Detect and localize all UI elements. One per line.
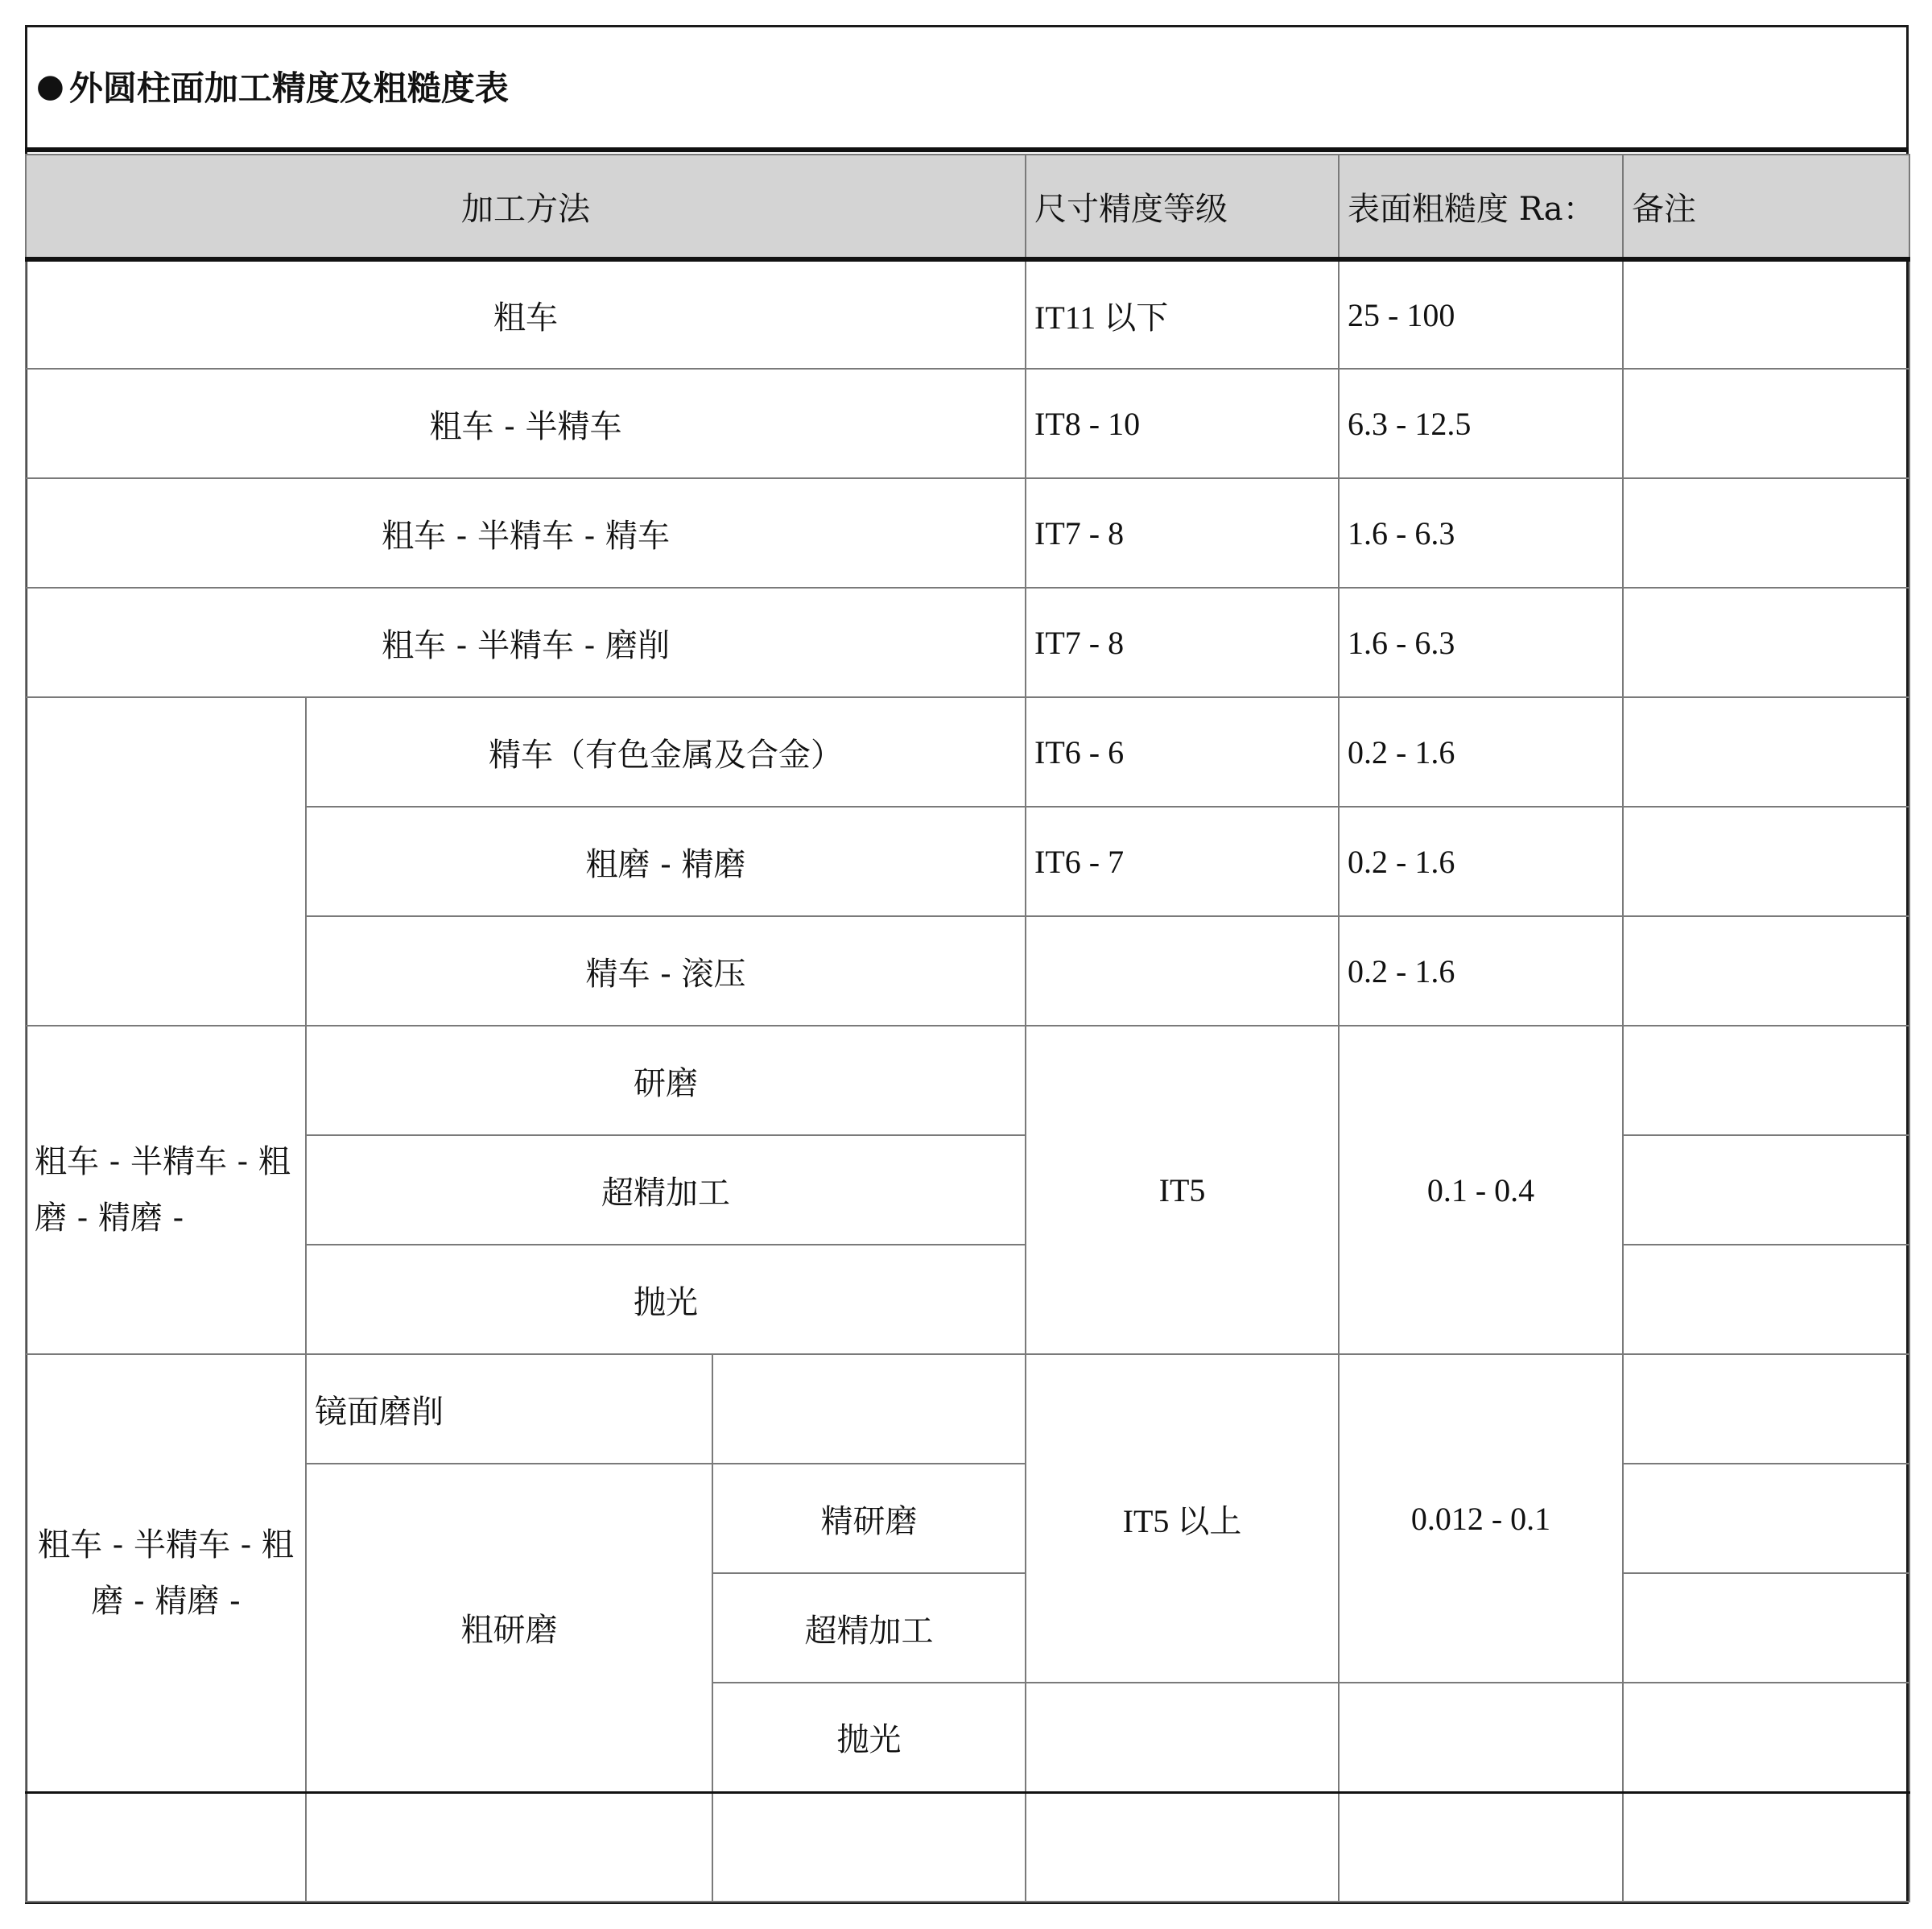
table-row (26, 259, 1909, 369)
method-sub-cell: 超精加工 (712, 1573, 1026, 1683)
table-row (26, 916, 1909, 1026)
remark-cell (1623, 1683, 1909, 1792)
remark-cell (1623, 1245, 1909, 1354)
empty-cell (1339, 1792, 1623, 1902)
table-row (26, 1026, 1909, 1135)
table-row (26, 588, 1909, 697)
title-divider (25, 147, 1909, 152)
empty-cell (712, 1792, 1026, 1902)
roughness-cell: 0.2 - 1.6 (1339, 807, 1623, 916)
method-cell: 粗车 - 半精车 - 磨削 (26, 588, 1026, 697)
roughness-cell: 1.6 - 6.3 (1339, 588, 1623, 697)
empty-cell (306, 1792, 712, 1902)
roughness-cell: 0.2 - 1.6 (1339, 916, 1623, 1026)
header-roughness: 表面粗糙度 Ra： (1339, 155, 1623, 259)
table-title (25, 25, 1909, 147)
table-row (26, 1245, 1909, 1354)
machining-table (25, 154, 1910, 1902)
roughness-cell: 0.2 - 1.6 (1339, 697, 1623, 807)
precision-cell: IT6 - 6 (1026, 697, 1339, 807)
remark-cell (1623, 369, 1909, 478)
precision-cell: IT7 - 8 (1026, 588, 1339, 697)
precision-cell (1026, 916, 1339, 1026)
remark-cell (1623, 1135, 1909, 1245)
remark-cell (1623, 807, 1909, 916)
precision-cell (1026, 1683, 1339, 1792)
table-header-row (26, 155, 1909, 259)
header-divider (25, 257, 1909, 262)
method-cell: 超精加工 (306, 1135, 1026, 1245)
table-row (26, 369, 1909, 478)
remark-cell (1623, 588, 1909, 697)
roughness-cell (1339, 1683, 1623, 1792)
method-cell: 精车 - 滚压 (306, 916, 1026, 1026)
method-cell: 研磨 (306, 1026, 1026, 1135)
empty-cell (26, 1792, 306, 1902)
method-cell: 镜面磨削 (306, 1354, 712, 1464)
precision-cell: IT5 以上 (1026, 1354, 1339, 1683)
table-row (26, 807, 1909, 916)
table-row (26, 1135, 1909, 1245)
group-it5-prefix: 粗车 - 半精车 - 粗磨 - 精磨 - (26, 1026, 306, 1354)
method-sub-cell: 精研磨 (712, 1464, 1026, 1573)
roughness-cell: 6.3 - 12.5 (1339, 369, 1623, 478)
header-remark: 备注 (1623, 155, 1909, 259)
remark-cell (1623, 916, 1909, 1026)
method-cell: 粗研磨 (306, 1464, 712, 1792)
empty-cell (1623, 1792, 1909, 1902)
roughness-cell: 25 - 100 (1339, 259, 1623, 369)
method-cell: 粗车 (26, 259, 1026, 369)
group-it5-plus-prefix: 粗车 - 半精车 - 粗磨 - 精磨 - (26, 1354, 306, 1792)
remark-cell (1623, 697, 1909, 807)
header-method: 加工方法 (26, 155, 1026, 259)
roughness-cell: 1.6 - 6.3 (1339, 478, 1623, 588)
method-cell: 粗车 - 半精车 (26, 369, 1026, 478)
method-sub-cell: 抛光 (712, 1683, 1026, 1792)
method-cell: 抛光 (306, 1245, 1026, 1354)
method-cell: 精车（有色金属及合金） (306, 697, 1026, 807)
precision-cell: IT7 - 8 (1026, 478, 1339, 588)
remark-cell (1623, 1464, 1909, 1573)
empty-cell (1026, 1792, 1339, 1902)
method-cell: 粗磨 - 精磨 (306, 807, 1026, 916)
roughness-cell: 0.1 - 0.4 (1339, 1026, 1623, 1354)
precision-cell: IT6 - 7 (1026, 807, 1339, 916)
method-cell: 粗车 - 半精车 - 精车 (26, 478, 1026, 588)
table-row-empty (26, 1792, 1909, 1902)
precision-cell: IT5 (1026, 1026, 1339, 1354)
table-row (26, 1354, 1909, 1464)
header-precision: 尺寸精度等级 (1026, 155, 1339, 259)
roughness-cell: 0.012 - 0.1 (1339, 1354, 1623, 1683)
table-title-text: 外圆柱面加工精度及粗糙度表 (68, 68, 509, 108)
remark-cell (1623, 1573, 1909, 1683)
table-row (26, 1464, 1909, 1573)
bullet-icon: ● (36, 68, 64, 105)
method-group-empty (26, 697, 306, 1026)
remark-cell (1623, 478, 1909, 588)
precision-cell: IT8 - 10 (1026, 369, 1339, 478)
remark-cell (1623, 259, 1909, 369)
method-sub-empty (712, 1354, 1026, 1464)
table-row (26, 697, 1909, 807)
remark-cell (1623, 1354, 1909, 1464)
remark-cell (1623, 1026, 1909, 1135)
precision-cell: IT11 以下 (1026, 259, 1339, 369)
table-row (26, 478, 1909, 588)
